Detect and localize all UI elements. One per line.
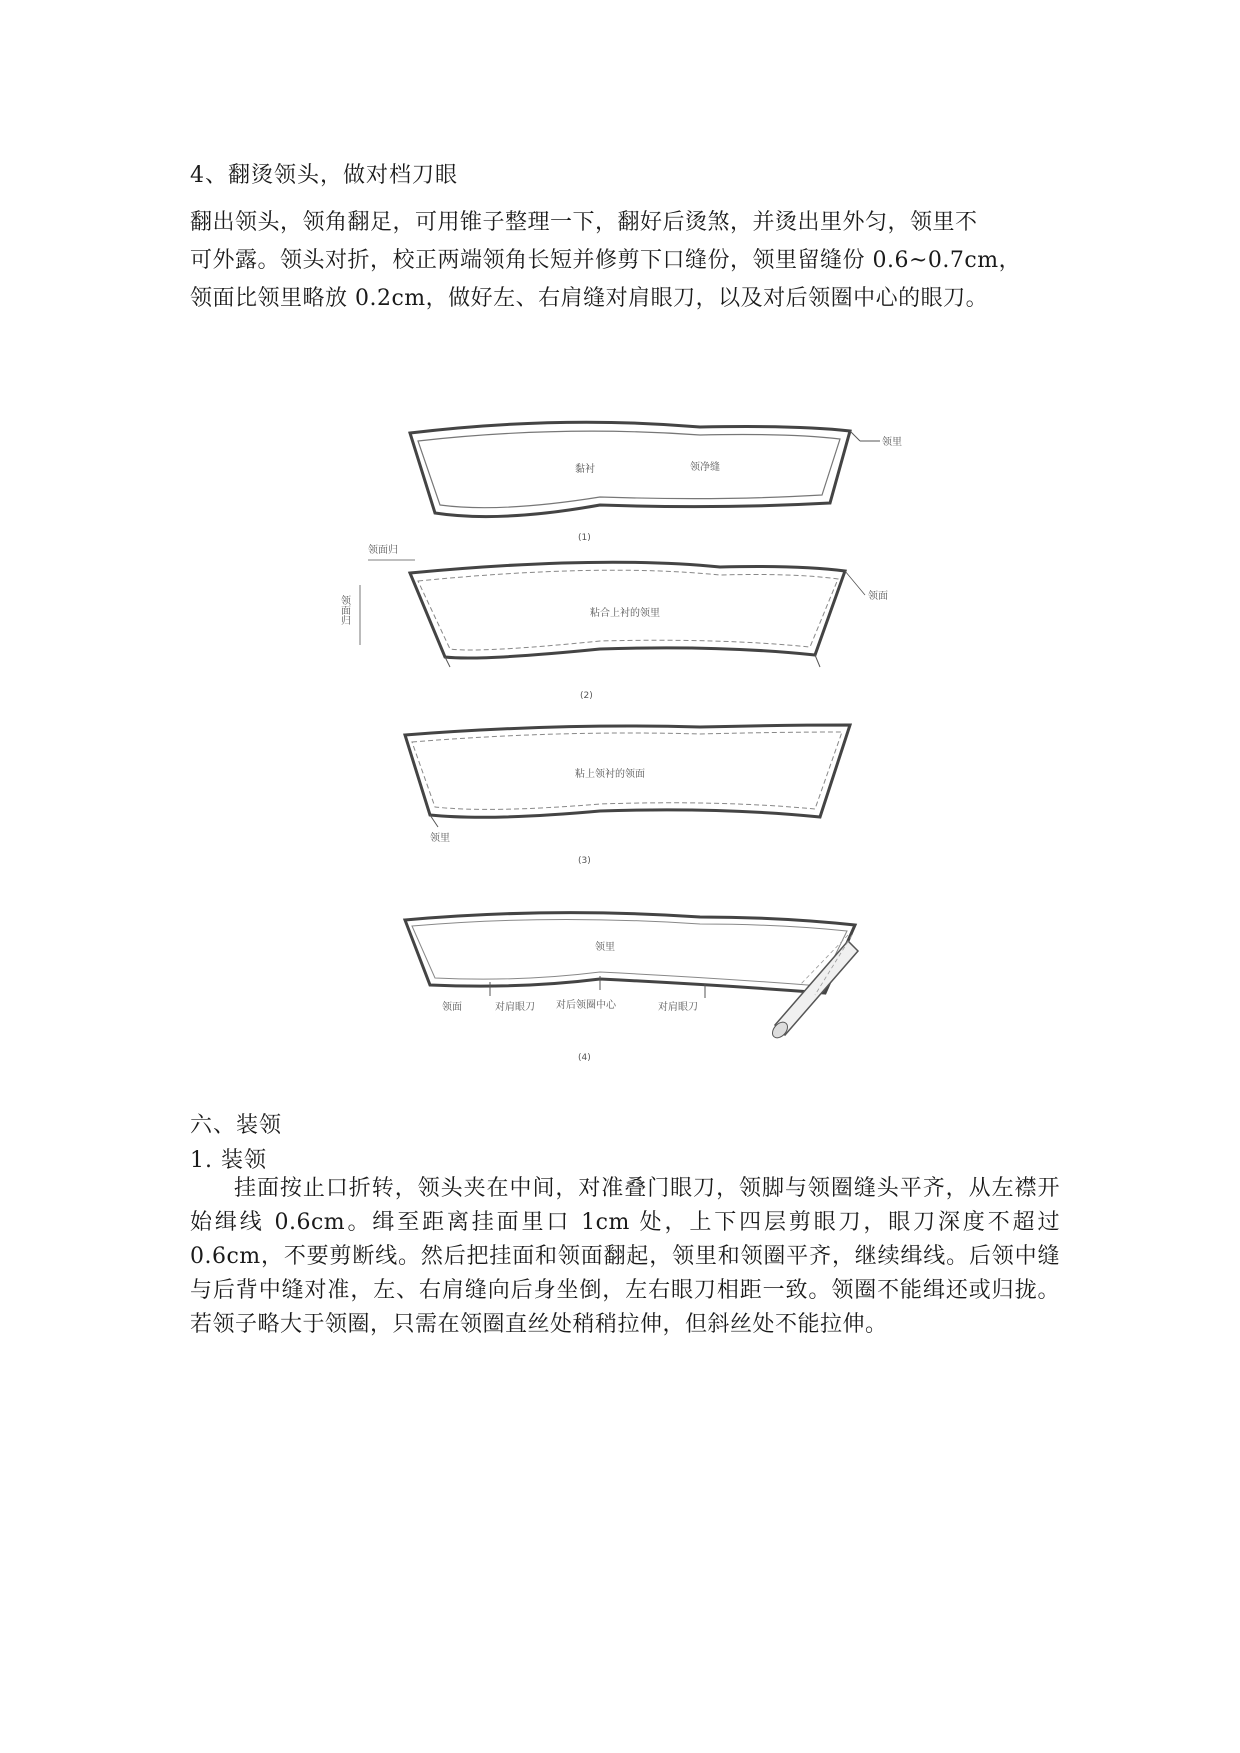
d2-label-lingmian: 领面	[868, 591, 888, 602]
section6-paragraph: 挂面按止口折转，领头夹在中间，对准叠门眼刀，领脚与领圈缝头平齐，从左襟开始缉线 0.6cm。缉至距离挂面里口 1cm 处，上下四层剪眼刀，眼刀深度不超过 0.6cm，不要剪断线。然后把挂面和领面翻起，领里和领圈平齐，继续缉线。后领中缝与后背中缝对准，左、右肩缝向后身坐倒，左右眼刀相距一致。领圈不能缉还或归拢。若领子略大于领圈，只需在领圈直丝处稍稍拉伸，但斜丝处不能拉伸。	[190, 1176, 1060, 1337]
section4-paragraph	[190, 204, 1060, 318]
diagram-1	[410, 422, 902, 543]
section4-heading: 4、翻烫领头，做对档刀眼	[190, 163, 458, 188]
d2-label-top: 领面归	[368, 545, 398, 556]
d4-label-back: 对后领圈中心	[556, 1000, 616, 1011]
d4-label-left-notch: 对肩眼刀	[495, 1002, 535, 1013]
collar-diagram	[300, 405, 940, 1090]
diagram-4	[405, 913, 858, 1063]
diagram-2	[339, 543, 889, 701]
d1-label-chen: 黏衬	[575, 464, 595, 475]
d2-label-side: 领面归	[338, 595, 350, 625]
d2-caption: (2)	[580, 691, 593, 701]
d3-caption: (3)	[578, 856, 591, 866]
d1-caption: (1)	[578, 533, 591, 543]
d4-caption: (4)	[578, 1053, 591, 1063]
diagram-3	[405, 725, 850, 866]
section6-heading: 六、装领	[190, 1113, 283, 1138]
d4-label-lingmian: 领面	[442, 1002, 462, 1013]
d1-label-lingli: 领里	[882, 437, 902, 448]
d4-label-center: 领里	[595, 942, 615, 953]
d3-label-center: 粘上领衬的领面	[575, 769, 645, 780]
d3-label-lingli: 领里	[430, 833, 450, 844]
d1-label-jingfeng: 领净缝	[690, 462, 720, 473]
section4-line1: 翻出领头，领角翻足，可用锥子整理一下，翻好后烫煞，并烫出里外匀，领里不	[190, 210, 978, 235]
d2-label-center: 粘合上衬的领里	[590, 608, 660, 619]
d4-label-right-notch: 对肩眼刀	[658, 1002, 698, 1013]
section6-subheading: 1. 装领	[190, 1148, 267, 1173]
section4-line2: 可外露。领头对折，校正两端领角长短并修剪下口缝份，领里留缝份 0.6~0.7cm，	[190, 248, 1022, 273]
collar-figure	[300, 405, 940, 1090]
section4-line3: 领面比领里略放 0.2cm，做好左、右肩缝对肩眼刀，以及对后领圈中心的眼刀。	[190, 286, 989, 311]
